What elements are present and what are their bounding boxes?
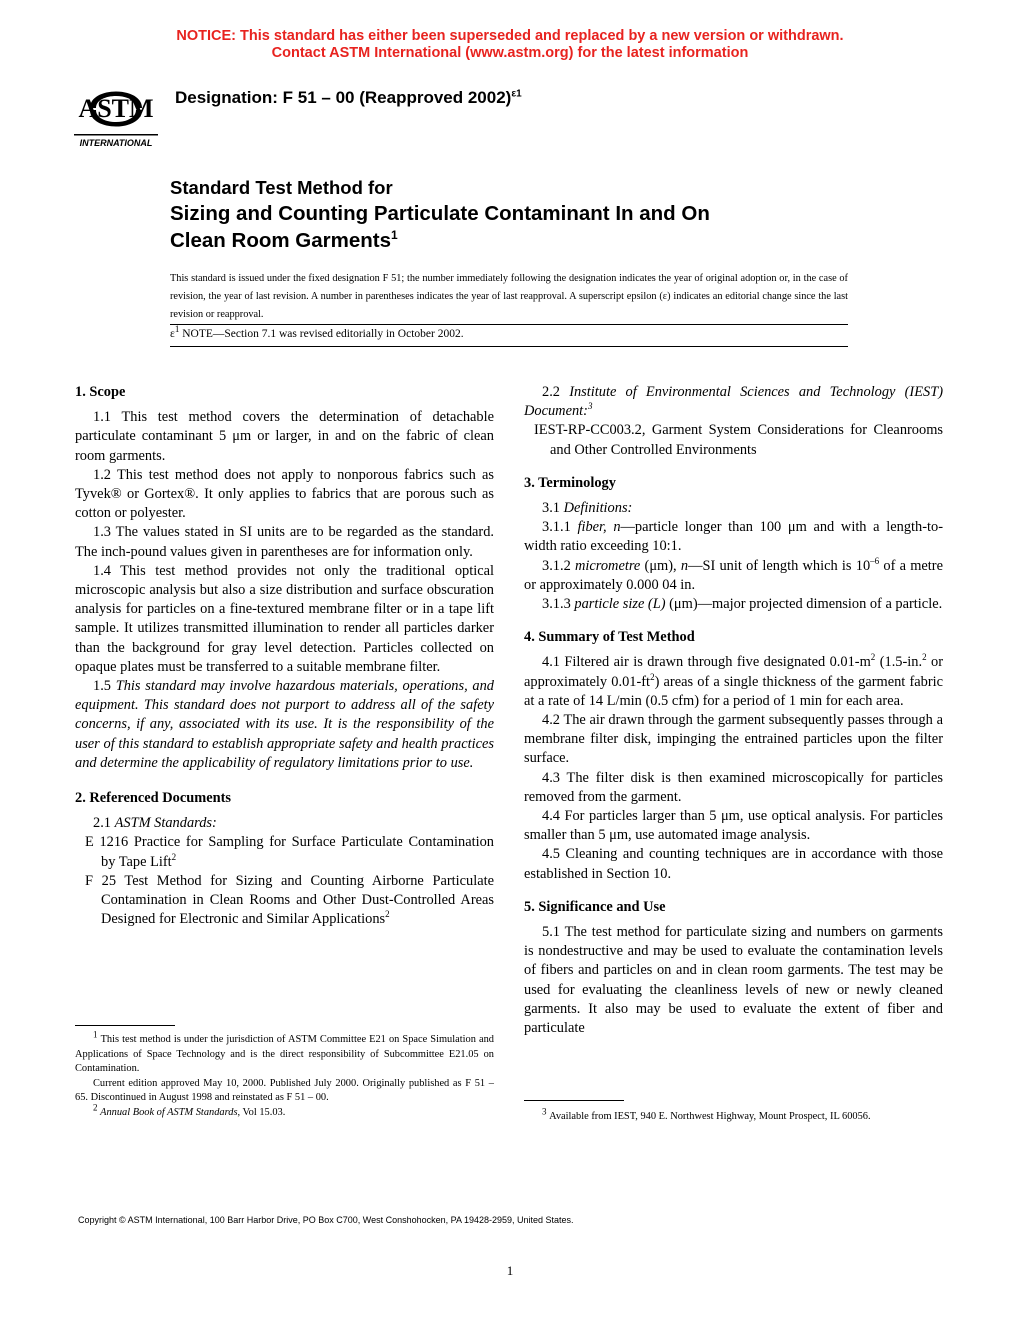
issued-note: This standard is issued under the fixed designation F 51; the number immediately following the designation indicates the year of original adoption or, in the case of revision, the year of last revision. A number in parentheses indicates the year of last reapproval. A superscript epsilon (ε) indicates an editorial change since the last revision or reapproval. (170, 273, 848, 320)
title-line-1: Standard Test Method for (170, 177, 393, 198)
title-line-2: Sizing and Counting Particulate Contaminant In and On (170, 202, 710, 225)
footnote-1-edition: Current edition approved May 10, 2000. Published July 2000. Originally published as F 51 – 65. Discontinued in August 1998 and reinstated as F 51 – 00. (75, 1077, 494, 1103)
designation-text: Designation: F 51 – 00 (Reapproved 2002) (175, 88, 512, 107)
logo-international-text: INTERNATIONAL (79, 138, 153, 148)
para-3-1-1: 3.1.1 fiber, n—particle longer than 100 μm and with a length-to-width ratio exceeding 10:1. (524, 519, 943, 555)
astm-logo (70, 70, 162, 150)
designation (175, 88, 522, 108)
notice-line-1: NOTICE: This standard has either been superseded and replaced by a new version or withdrawn. (176, 28, 844, 44)
epsilon-note-text: NOTE—Section 7.1 was revised editorially in October 2002. (182, 328, 464, 340)
para-1-5: 1.5 This standard may involve hazardous materials, operations, and equipment. This standard does not purport to address all of the safety concerns, if any, associated with its use. It is the responsibility of the user of this standard to establish appropriate safety and health practices and determine the applicability of regulatory limitations prior to use. (75, 678, 494, 771)
footnote-1: $^1$ This test method is under the jurisdiction of ASTM Committee E21 on Space Simulation and Applications of Space Technology and is the direct responsibility of Subcommittee E21.05 on Contamination. (75, 1029, 494, 1074)
para-5-1: 5.1 The test method for particulate sizing and numbers on garments is nondestructive and may be used to evaluate the contamination levels of fibers and particles on and in clean room garments. The test may be used for evaluating the cleanliness levels of new or newly cleaned garments. It also may be used to evaluate the extent of fiber and particulate (524, 924, 943, 1037)
para-4-4: 4.4 For particles larger than 5 μm, use optical analysis. For particles smaller than 5 μm, use automated image analysis. (524, 808, 943, 844)
astm-logo-graphic (70, 70, 162, 150)
withdrawal-notice (0, 28, 1020, 62)
left-column (75, 383, 494, 929)
footnote-rule-right (524, 1100, 624, 1101)
para-1-3: 1.3 The values stated in SI units are to be regarded as the standard. The inch-pound values given in parentheses are for information only. (75, 524, 494, 560)
rule-top (170, 324, 848, 325)
designation-epsilon: ε1 (511, 88, 522, 100)
document-title (170, 176, 710, 254)
section-5-heading: 5. Significance and Use (524, 898, 666, 915)
footnotes-right (524, 1106, 943, 1125)
page-number: 1 (506, 1263, 514, 1278)
para-1-4: 1.4 This test method provides not only the traditional optical microscopic analysis but also a size distribution and surface obscuration analysis for particles on a fine-textured membrane filter or in a tape lift sample. It utilizes transmitted illumination to render all particles darker than the background for gray level detection. Particles collected on opaque plates must be transferred to a suitable membrane filter. (75, 562, 494, 675)
footnote-2: $^2$ Annual Book of ASTM Standards, Vol 15.03. (93, 1102, 286, 1118)
title-footnote-ref: 1 (391, 228, 398, 243)
ref-e1216: E 1216 Practice for Sampling for Surface Particulate Contamination by Tape Lift$^2$ (85, 834, 494, 870)
para-4-2: 4.2 The air drawn through the garment subsequently passes through a membrane filter disk, impinging the entrained particles upon the filter surface. (524, 712, 943, 767)
copyright-line: Copyright © ASTM International, 100 Barr Harbor Drive, PO Box C700, West Conshohocken, PA 19428-2959, United States. (78, 1215, 574, 1225)
footnotes-left (75, 1029, 494, 1120)
rule-bottom (170, 346, 848, 347)
footnote-3: $^3$ Available from IEST, 940 E. Northwest Highway, Mount Prospect, IL 60056. (542, 1106, 871, 1122)
footnote-rule-left (75, 1025, 175, 1026)
para-3-1-2: 3.1.2 micrometre (μm), n—SI unit of length which is $10^{-6}$ of a metre or approximately 0.000 04 in. (524, 555, 943, 593)
para-4-5: 4.5 Cleaning and counting techniques are in accordance with those established in Section 10. (524, 846, 943, 882)
logo-letters: ASTM (78, 94, 154, 123)
para-4-1: 4.1 Filtered air is drawn through five designated $0.01-m^2$ (1.5-in.$^2$ or approximately $0.01-ft^2$) areas of a single thickness of the garment fabric at a rate of 14 L/min (0.5 cfm) for a period of 1 min for each area. (524, 652, 943, 709)
para-3-1-3: 3.1.3 particle size (L) (μm)—major projected dimension of a particle. (542, 596, 943, 613)
para-1-1: 1.1 This test method covers the determination of detachable particulate contaminant 5 μm or larger, in and on the fabric of clean room garments. (75, 409, 494, 464)
section-3-heading: 3. Terminology (524, 474, 616, 491)
para-3-1: 3.1 Definitions: (542, 500, 633, 517)
para-4-3: 4.3 The filter disk is then examined microscopically for particles removed from the garment. (524, 769, 943, 805)
ref-f25: F 25 Test Method for Sizing and Counting Airborne Particulate Contamination in Clean Rooms and Other Dust-Controlled Areas Designed for Electronic and Similar Applications$^2$ (85, 872, 494, 928)
section-4-heading: 4. Summary of Test Method (524, 629, 695, 646)
right-column (524, 383, 943, 1038)
epsilon-note: $\varepsilon^1$ NOTE—Section 7.1 was revised editorially in October 2002. (170, 324, 464, 340)
notice-line-2: Contact ASTM International (www.astm.org) for the latest information (271, 45, 749, 61)
section-2-heading: 2. Referenced Documents (75, 790, 231, 807)
para-1-2: 1.2 This test method does not apply to nonporous fabrics such as Tyvek® or Gortex®. It only applies to fabrics that are porous such as cotton or polyester. (75, 466, 494, 522)
para-2-2: 2.2 Institute of Environmental Sciences and Technology (IEST) Document:$^3$ (524, 384, 943, 420)
para-2-1: 2.1 ASTM Standards: (93, 815, 217, 832)
section-1-heading: 1. Scope (75, 384, 126, 400)
title-line-3: Clean Room Garments$^1$ (170, 228, 398, 252)
ref-iest: IEST-RP-CC003.2, Garment System Considerations for Cleanrooms and Other Controlled Environments (534, 422, 943, 458)
